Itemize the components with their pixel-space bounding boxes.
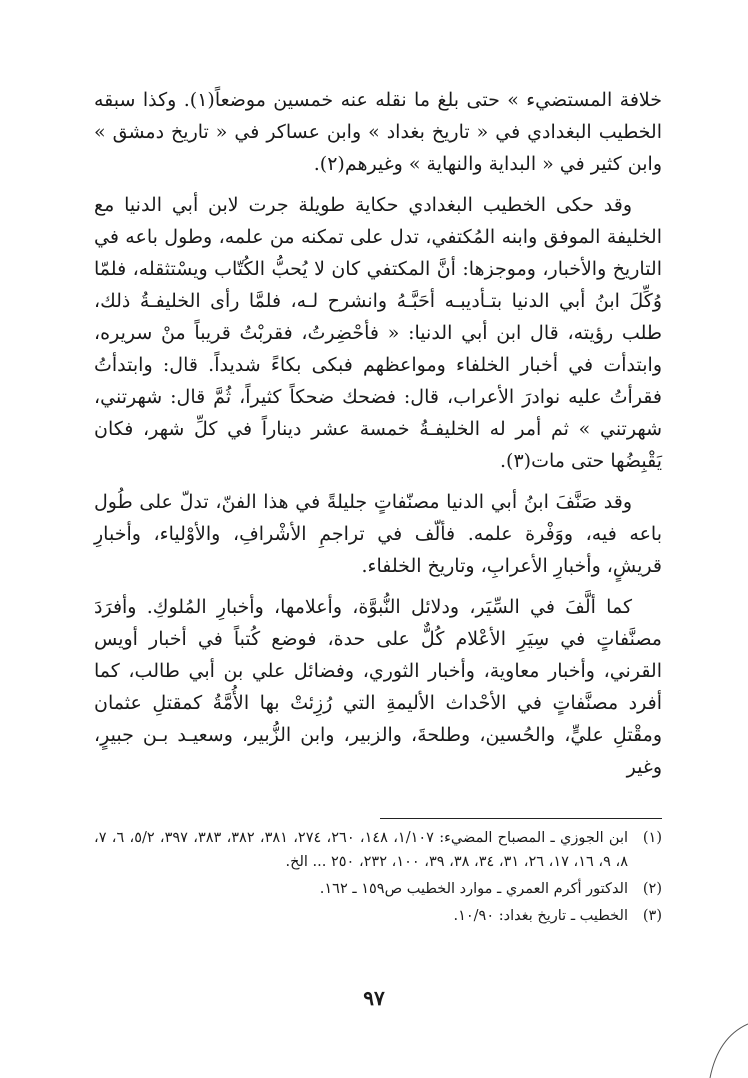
paragraph-3: وقد صَنَّفَ ابنُ أبي الدنيا مصنّفاتٍ جليلةً في هذا الفنّ، تدلّ على طُول باعه فيه، ووَفْرة علمه. فألّف في تراجمِ الأشْرافِ، والأوْلياء، وأخبارِ قريشٍ، وأخبارِ الأعرابِ، وتاريخ الخلفاء.	[94, 491, 662, 577]
paragraph-2: وقد حكى الخطيب البغدادي حكاية طويلة جرت لابن أبي الدنيا مع الخليفة الموفق وابنه المُكتفي، تدل على تمكنه من علمه، وطول باعه في التاريخ والأخبار، وموجزها: أنَّ المكتفي كان لا يُحبُّ الكُتّاب ويسْتثقله، فلمّا وُكِّلَ ابنُ أبي الدنيا بتـأديبـه أحَبَّـهُ وانشرح لـه، فلمَّا رأى الخليفـةُ ذلك، طلب رؤيته، قال ابن أبي الدنيا: « فأحْضِرتُ، فقربْتُ قريباً منْ سريره، وابتدأت في أخبار الخلفاء ومواعظهم فبكى بكاءً شديداً. قال: وابتدأتُ فقرأتُ عليه نوادرَ الأعراب، قال: فضحك ضحكاً كثيراً، ثُمَّ قال: شهرتني، شهرتني » ثم أمر له الخليفـةُ خمسة عشر ديناراً في كلِّ شهر، فكان يَقْبِضُها حتى مات(٣).	[94, 194, 662, 472]
footnote-separator	[380, 818, 662, 819]
footnote-text: ابن الجوزي ـ المصباح المضيء: ١/١٠٧، ١٤٨، ٢٦٠، ٢٧٤، ٣٨١، ٣٨٢، ٣٨٣، ٣٩٧، ٥/٢، ٦، ٧، ٨، ٩، ١٦، ١٧، ٢٦، ٣١، ٣٤، ٣٨، ٣٩، ١٠٠، ٢٣٢، ٢٥٠ ... الخ.	[94, 830, 629, 870]
footnote-2	[94, 877, 662, 901]
footnote-3	[94, 904, 662, 928]
footnote-number: (٢)	[642, 881, 662, 897]
footnote-number: (٣)	[642, 908, 662, 924]
footnotes	[94, 826, 662, 931]
footnote-text: الدكتور أكرم العمري ـ موارد الخطيب ص١٥٩ ـ ١٦٢.	[319, 881, 628, 897]
page-number: ٩٧	[363, 986, 385, 1010]
paragraph-4: كما ألَّفَ في السِّيَر، ودلائل النُّبوَّة، وأعلامها، وأخبارِ المُلوكِ. وأفرَدَ مصنَّفاتٍ في سِيَرِ الأعْلام كُلٌّ على حدة، فوضع كُتباً في أخبار أويس القرني، وأخبار معاوية، وأخبار الثوري، وفضائل علي بن أبي طالب، كما أفرد مصنَّفاتٍ في الأحْداث الأليمةِ التي رُزِئتْ بها الأُمَّةُ كمقتلِ عثمان ومقْتلِ عليٍّ، والحُسين، وطلحةَ، والزبير، وابن الزُّبير، وسعيـد بـن جبيرٍ، وغير	[94, 596, 662, 778]
page-corner-curl	[700, 1018, 748, 1078]
footnote-1	[94, 826, 662, 874]
footnote-number: (١)	[642, 830, 662, 846]
footnote-text: الخطيب ـ تاريخ بغداد: ١٠/٩٠.	[453, 908, 628, 924]
main-text	[94, 84, 662, 792]
paragraph-1: خلافة المستضيء » حتى بلغ ما نقله عنه خمسين موضعاً(١). وكذا سبقه الخطيب البغدادي في « تاريخ بغداد » وابن عساكر في « تاريخ دمشق » وابن كثير في « البداية والنهاية » وغيرهم(٢).	[94, 89, 662, 175]
